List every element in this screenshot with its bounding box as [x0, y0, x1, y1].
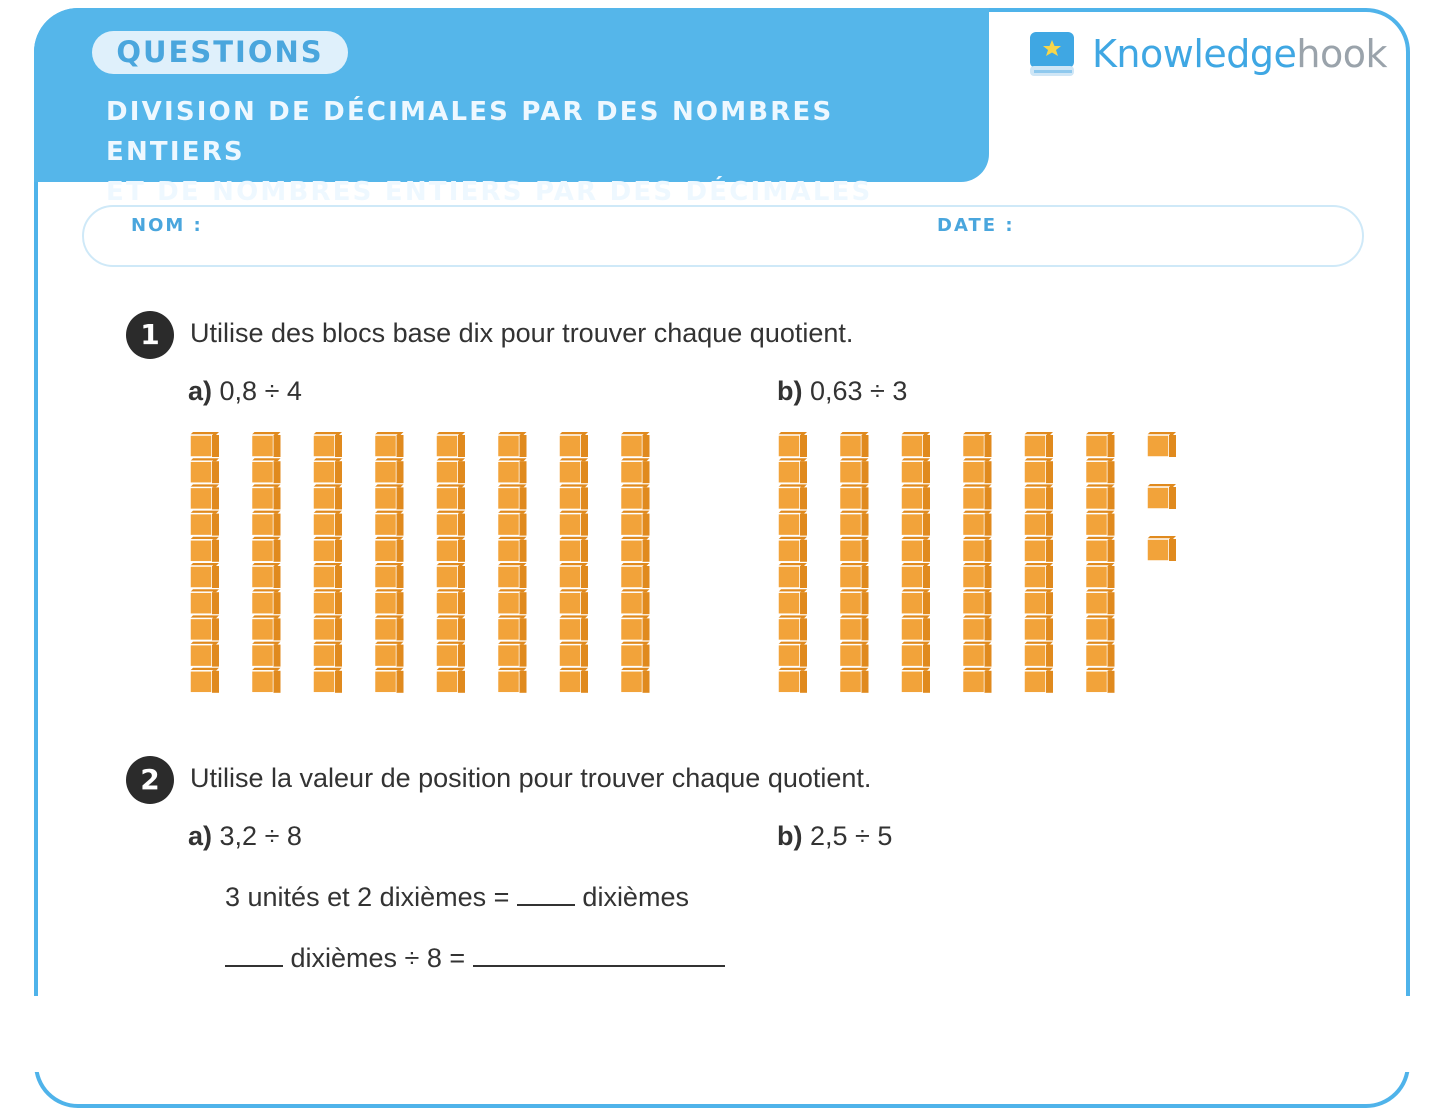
q2-a-step-1: 3 unités et 2 dixièmes = dixièmes	[225, 882, 689, 912]
q1-part-b: b) 0,63 ÷ 3	[777, 376, 908, 406]
tenth-rod	[190, 432, 219, 693]
tenth-rod	[498, 432, 527, 693]
question-1-number: 1	[126, 311, 174, 359]
tenth-rod	[375, 432, 404, 693]
tenth-rod	[963, 432, 992, 693]
tenth-rod	[901, 432, 930, 693]
q2-a-step-2: dixièmes ÷ 8 =	[225, 943, 725, 974]
q2-part-b: b) 2,5 ÷ 5	[777, 821, 893, 851]
tenth-rod	[252, 432, 281, 693]
knowledgehook-logo	[1028, 30, 1387, 78]
question-2-text: Utilise la valeur de position pour trouver chaque quotient.	[190, 763, 872, 793]
answer-blank[interactable]	[517, 882, 575, 906]
tenth-rod	[840, 432, 869, 693]
page-cutoff	[0, 996, 1454, 1072]
tenth-rod	[1086, 432, 1115, 693]
question-2-number: 2	[126, 756, 174, 804]
date-label: DATE :	[937, 215, 1015, 236]
hundredth-cube	[1147, 536, 1176, 561]
answer-blank[interactable]	[225, 943, 283, 967]
worksheet-title	[106, 92, 976, 212]
q2-part-a: a) 3,2 ÷ 8	[188, 821, 302, 851]
tenth-rod	[436, 432, 465, 693]
tenth-rod	[778, 432, 807, 693]
book-star-icon	[1028, 30, 1076, 78]
questions-pill: QUESTIONS	[92, 31, 348, 74]
tenth-rod	[1024, 432, 1053, 693]
answer-blank-long[interactable]	[473, 943, 725, 967]
logo-wordmark: Knowledgehook	[1092, 32, 1387, 76]
title-line-2: ET DE NOMBRES ENTIERS PAR DES DÉCIMALES	[106, 177, 873, 207]
q1-a-base-ten-blocks	[186, 428, 666, 708]
hundredth-cube	[1147, 432, 1176, 457]
hundredth-cube	[1147, 484, 1176, 509]
question-1-text: Utilise des blocs base dix pour trouver chaque quotient.	[190, 318, 854, 348]
name-label: NOM :	[131, 215, 203, 236]
name-date-bar	[82, 205, 1364, 267]
q1-part-a: a) 0,8 ÷ 4	[188, 376, 302, 406]
tenth-rod	[559, 432, 588, 693]
q1-b-base-ten-blocks	[774, 428, 1194, 708]
tenth-rod	[621, 432, 650, 693]
tenth-rod	[313, 432, 342, 693]
title-line-1: DIVISION DE DÉCIMALES PAR DES NOMBRES ENTIERS	[106, 97, 834, 167]
